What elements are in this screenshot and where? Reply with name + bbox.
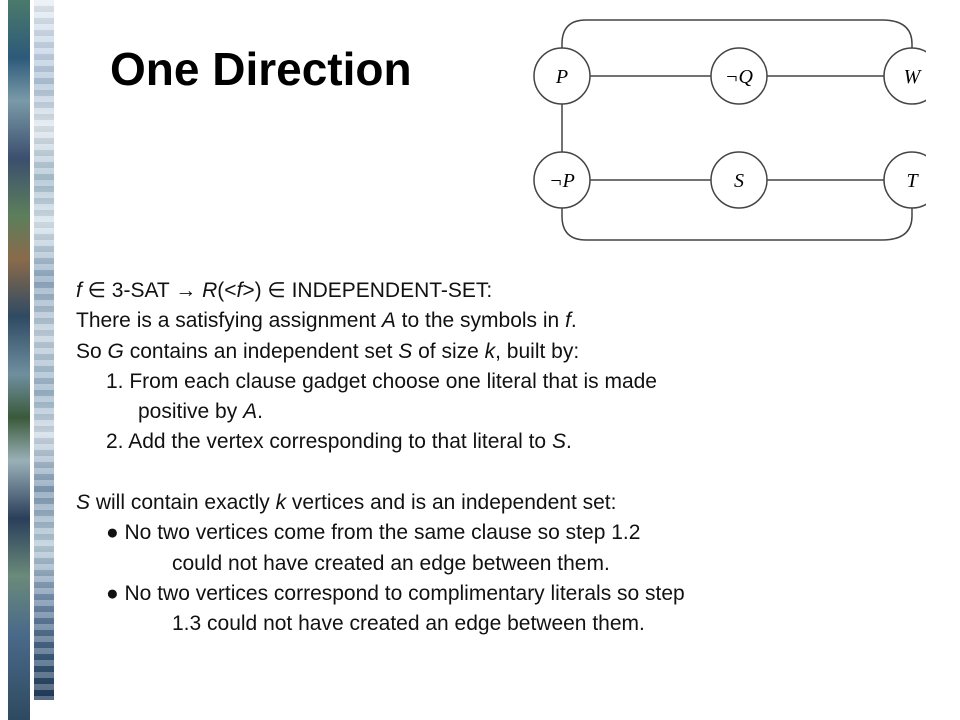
text-line-2 [76, 306, 936, 336]
text-line-5 [76, 397, 936, 427]
text-fragment: , built by: [495, 339, 580, 363]
text-fragment: ∈ 3-SAT → [81, 279, 203, 302]
text-line-6 [76, 427, 936, 457]
text-fragment: So [76, 339, 108, 363]
text-fragment: There is a satisfying assignment [76, 309, 382, 333]
var-s: S [398, 339, 413, 363]
var-a: A [243, 400, 258, 424]
graph-edge-bottom-arc [562, 206, 912, 240]
node-w-label: W [903, 66, 921, 88]
node-p-label: P [555, 66, 569, 88]
var-k: k [275, 491, 287, 515]
graph-diagram [526, 16, 926, 246]
node-not-p-label: ¬P [549, 170, 575, 192]
text-line-7 [76, 488, 936, 518]
blank-line [76, 458, 936, 488]
text-line-3 [76, 337, 936, 367]
text-fragment: contains an independent set [123, 339, 399, 363]
var-k: k [484, 339, 496, 363]
bullet-line-1-cont: could not have created an edge between them. [172, 551, 610, 575]
var-f: f [236, 279, 243, 302]
text-fragment: . [570, 309, 577, 333]
var-g: G [107, 339, 124, 363]
bullet-line-1: ● No two vertices come from the same clause so step 1.2 [106, 521, 641, 545]
var-a: A [381, 309, 396, 333]
var-s: S [551, 430, 566, 454]
text-fragment: positive by [138, 400, 244, 424]
node-t-label: T [906, 170, 918, 192]
text-fragment: >) ∈ INDEPENDENT-SET: [242, 279, 493, 302]
text-fragment: of size [412, 339, 485, 363]
var-f: f [565, 309, 571, 333]
node-s-label: S [734, 170, 744, 192]
text-line-1 [76, 276, 936, 306]
slide-body [76, 276, 936, 640]
text-fragment: (< [217, 279, 237, 302]
decorative-strip-left [8, 0, 30, 720]
decorative-strip-right [34, 0, 54, 700]
text-line-4: 1. From each clause gadget choose one literal that is made [106, 369, 657, 393]
var-r: R [202, 279, 218, 302]
text-fragment: . [565, 430, 572, 454]
text-fragment: . [257, 400, 263, 424]
slide-title: One Direction [110, 43, 412, 95]
text-fragment: will contain exactly [90, 491, 276, 515]
text-fragment: 2. Add the vertex corresponding to that literal to [106, 430, 552, 454]
text-fragment: vertices and is an independent set: [286, 491, 617, 515]
bullet-line-2-cont: 1.3 could not have created an edge between them. [172, 612, 645, 636]
text-fragment: to the symbols in [395, 309, 566, 333]
node-not-q-label: ¬Q [725, 66, 753, 88]
var-s: S [76, 491, 91, 515]
bullet-line-2: ● No two vertices correspond to complimentary literals so step [106, 581, 685, 605]
var-f: f [76, 279, 82, 302]
node-t [884, 152, 926, 208]
